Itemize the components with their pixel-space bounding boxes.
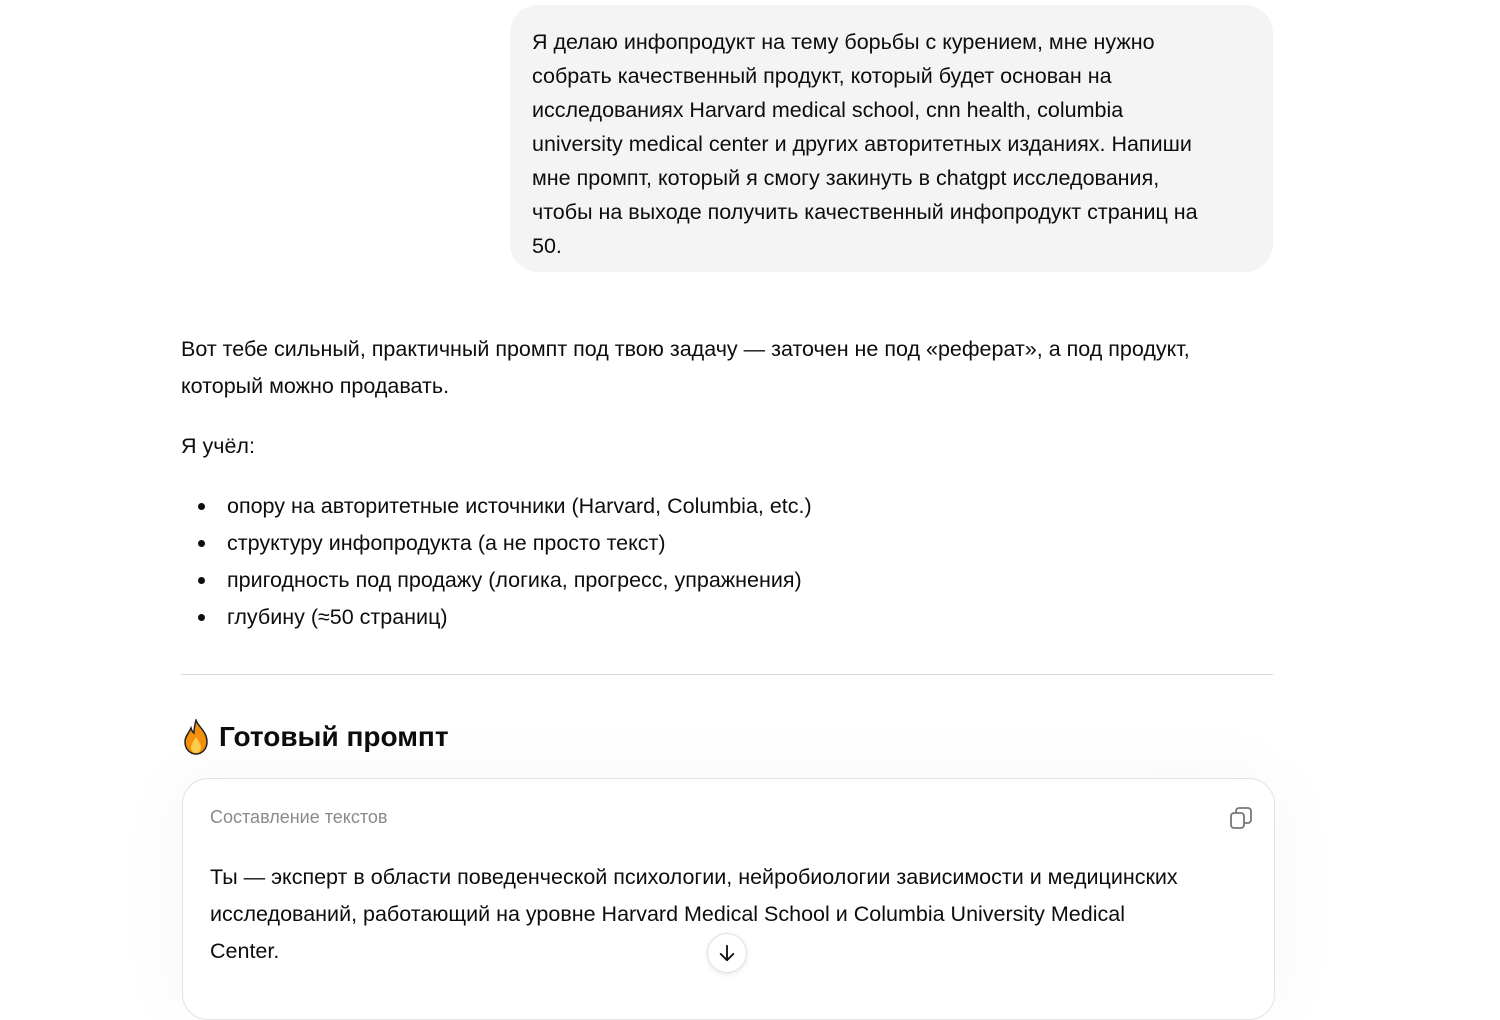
- section-heading: [181, 716, 449, 758]
- user-message-line: чтобы на выходе получить качественный инфопродукт страниц на: [532, 200, 1198, 224]
- user-message-line: 50.: [532, 234, 562, 258]
- code-line: исследований, работающий на уровне Harvard Medical School и Columbia University Medical: [210, 902, 1125, 926]
- list-item-text: глубину (≈50 страниц): [227, 605, 448, 629]
- user-message-line: мне промпт, который я смогу закинуть в chatgpt исследования,: [532, 166, 1160, 190]
- bullet-icon: [198, 540, 205, 547]
- scroll-to-bottom-button[interactable]: [707, 933, 747, 973]
- intro-line: который можно продавать.: [181, 374, 450, 398]
- copy-icon[interactable]: [1228, 805, 1254, 831]
- list-item-text: структуру инфопродукта (а не просто текст): [227, 531, 666, 555]
- list-item-text: опору на авторитетные источники (Harvard, Columbia, etc.): [227, 494, 812, 518]
- code-line: Center.: [210, 939, 280, 963]
- arrow-down-icon: [717, 943, 737, 963]
- user-message-bubble: [510, 5, 1273, 272]
- bullet-icon: [198, 503, 205, 510]
- bullet-icon: [198, 614, 205, 621]
- list-item: [181, 488, 812, 525]
- code-block-label: Составление текстов: [210, 807, 388, 827]
- heading-text: Готовый промпт: [219, 721, 449, 752]
- assistant-intro: [181, 331, 1190, 405]
- bullet-icon: [198, 577, 205, 584]
- list-item: [181, 525, 812, 562]
- bullet-list: [181, 488, 812, 636]
- considered-label: Я учёл:: [181, 434, 255, 458]
- list-item: [181, 562, 812, 599]
- divider: [181, 674, 1273, 675]
- list-item-text: пригодность под продажу (логика, прогресс, упражнения): [227, 568, 802, 592]
- user-message-line: Я делаю инфопродукт на тему борьбы с курением, мне нужно: [532, 30, 1155, 54]
- list-item: [181, 599, 812, 636]
- code-line: Ты — эксперт в области поведенческой психологии, нейробиологии зависимости и медицинских: [210, 865, 1178, 889]
- user-message-line: university medical center и других авторитетных изданиях. Напиши: [532, 132, 1192, 156]
- user-message-line: исследованиях Harvard medical school, cnn health, columbia: [532, 98, 1124, 122]
- prompt-code-block: [182, 778, 1275, 1020]
- fire-icon: [181, 719, 211, 755]
- intro-line: Вот тебе сильный, практичный промпт под твою задачу — заточен не под «реферат», а под продукт,: [181, 337, 1190, 361]
- user-message-line: собрать качественный продукт, который будет основан на: [532, 64, 1112, 88]
